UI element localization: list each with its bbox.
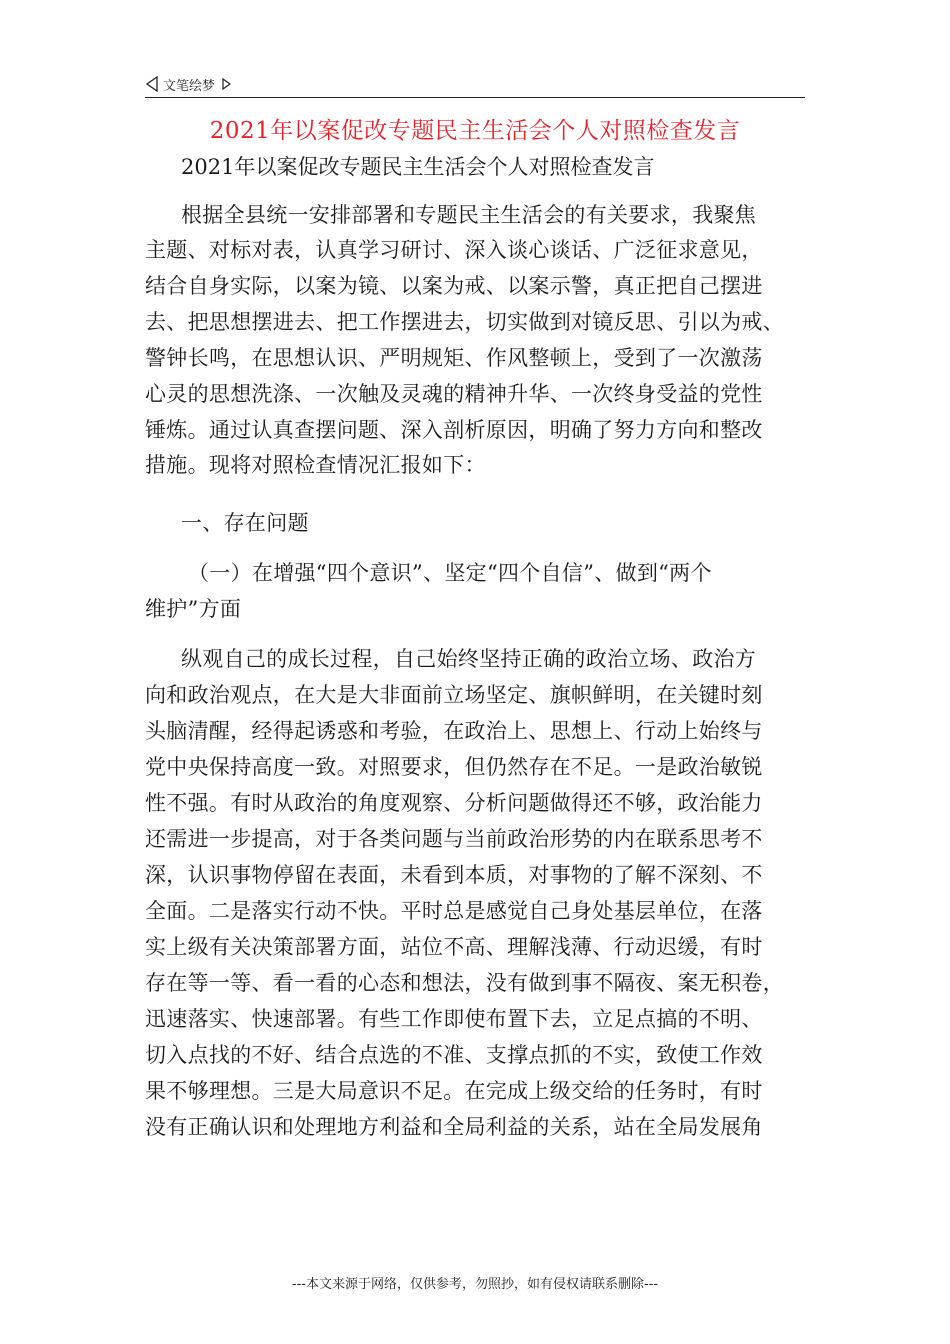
paragraph1-line: 结合自身实际，以案为镜、以案为戒、以案示警，真正把自己摆进 <box>145 274 763 298</box>
document-subtitle: 2021年以案促改专题民主生活会个人对照检查发言 <box>181 155 655 179</box>
paragraph2-line: 纵观自己的成长过程，自己始终坚持正确的政治立场、政治方 <box>181 647 757 671</box>
paragraph1-line: 锤炼。通过认真查摆问题、深入剖析原因，明确了努力方向和整改 <box>145 418 763 442</box>
paragraph1-line: 去、把思想摆进去、把工作摆进去，切实做到对镜反思、引以为戒、 <box>145 310 784 334</box>
paragraph2-line: 没有正确认识和处理地方利益和全局利益的关系，站在全局发展角 <box>145 1115 763 1139</box>
paragraph1-line: 警钟长鸣，在思想认识、严明规矩、作风整顿上，受到了一次激荡 <box>145 346 763 370</box>
paragraph2-line: 实上级有关决策部署方面，站位不高、理解浅薄、行动迟缓，有时 <box>145 935 763 959</box>
document-title: 2021年以案促改专题民主生活会个人对照检查发言 <box>209 118 741 144</box>
paragraph2-line: 全面。二是落实行动不快。平时总是感觉自己身处基层单位，在落 <box>145 899 763 923</box>
paragraph1-line: 心灵的思想洗涤、一次触及灵魂的精神升华、一次终身受益的党性 <box>145 382 763 406</box>
paragraph2-line: 头脑清醒，经得起诱惑和考验，在政治上、思想上、行动上始终与 <box>145 719 763 743</box>
triangle-right-icon <box>221 78 231 90</box>
subsection-heading: 维护”方面 <box>145 597 242 621</box>
paragraph1-line: 措施。现将对照检查情况汇报如下： <box>145 453 486 477</box>
section-heading: 一、存在问题 <box>181 511 309 535</box>
paragraph2-line: 深，认识事物停留在表面，未看到本质，对事物的了解不深刻、不 <box>145 863 763 887</box>
paragraph2-line: 向和政治观点，在大是大非面前立场坚定、旗帜鲜明，在关键时刻 <box>145 683 763 707</box>
paragraph2-line: 存在等一等、看一看的心态和想法，没有做到事不隔夜、案无积卷， <box>145 971 784 995</box>
document-header <box>145 72 231 96</box>
triangle-left-icon <box>145 76 159 92</box>
paragraph2-line: 性不强。有时从政治的角度观察、分析问题做得还不够，政治能力 <box>145 791 763 815</box>
paragraph2-line: 果不够理想。三是大局意识不足。在完成上级交给的任务时，有时 <box>145 1079 763 1103</box>
paragraph2-line: 切入点找的不好、结合点选的不准、支撑点抓的不实，致使工作效 <box>145 1043 763 1067</box>
subsection-heading: （一）在增强“四个意识”、坚定“四个自信”、做到“两个 <box>188 561 712 585</box>
source-disclaimer: ---本文来源于网络，仅供参考，勿照抄，如有侵权请联系删除--- <box>291 1277 659 1292</box>
paragraph1-line: 主题、对标对表，认真学习研讨、深入谈心谈话、广泛征求意见， <box>145 238 763 262</box>
header-brand: 文笔绘梦 <box>163 78 216 94</box>
paragraph2-line: 迅速落实、快速部署。有些工作即使布置下去，立足点搞的不明、 <box>145 1007 763 1031</box>
paragraph1-line: 根据全县统一安排部署和专题民主生活会的有关要求，我聚焦 <box>181 203 757 227</box>
paragraph2-line: 还需进一步提高，对于各类问题与当前政治形势的内在联系思考不 <box>145 827 763 851</box>
header-divider <box>145 97 805 98</box>
paragraph2-line: 党中央保持高度一致。对照要求，但仍然存在不足。一是政治敏锐 <box>145 755 763 779</box>
